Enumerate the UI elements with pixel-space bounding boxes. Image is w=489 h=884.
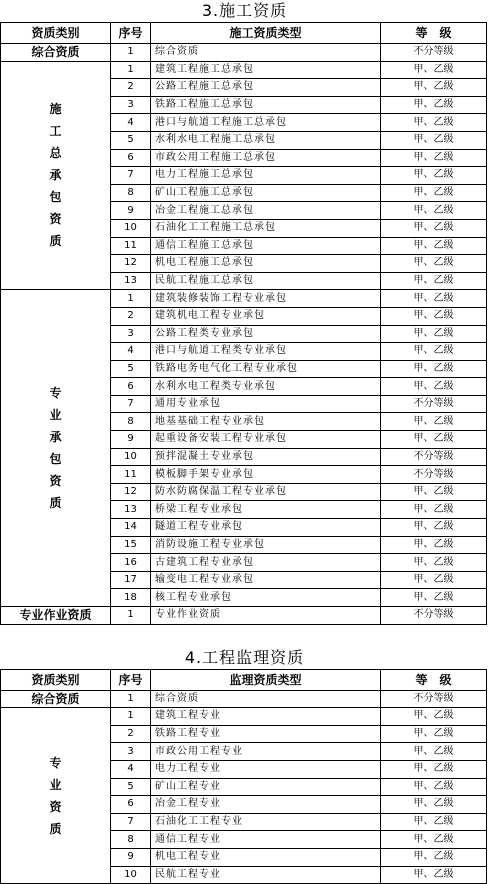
row-no: 6 bbox=[111, 149, 151, 167]
category-char: 质 bbox=[49, 234, 62, 249]
row-level: 甲、乙级 bbox=[381, 378, 487, 396]
row-no: 8 bbox=[111, 184, 151, 202]
row-type: 水利水电工程类专业承包 bbox=[151, 378, 381, 396]
category-char: 工 bbox=[49, 124, 62, 139]
row-type: 机电工程施工总承包 bbox=[151, 255, 381, 273]
row-level: 甲、乙级 bbox=[381, 831, 487, 849]
category-char: 质 bbox=[49, 821, 62, 836]
row-level: 甲、乙级 bbox=[381, 760, 487, 778]
row-type: 桥梁工程专业承包 bbox=[151, 501, 381, 519]
row-type: 铁路工程专业 bbox=[151, 725, 381, 743]
row-no: 6 bbox=[111, 378, 151, 396]
row-type: 港口与航道工程类专业承包 bbox=[151, 343, 381, 361]
row-no: 12 bbox=[111, 255, 151, 273]
row-level: 甲、乙级 bbox=[381, 290, 487, 308]
category-char: 施 bbox=[49, 102, 62, 117]
row-no: 1 bbox=[111, 44, 151, 62]
category-char: 包 bbox=[49, 452, 62, 467]
category-char: 承 bbox=[49, 168, 62, 183]
table-row bbox=[1, 290, 487, 308]
row-level: 甲、乙级 bbox=[381, 61, 487, 79]
row-level: 甲、乙级 bbox=[381, 325, 487, 343]
header-level: 等 级 bbox=[381, 23, 487, 44]
row-level: 甲、乙级 bbox=[381, 255, 487, 273]
row-level: 不分等级 bbox=[381, 448, 487, 466]
construction-qualification-table bbox=[0, 22, 487, 625]
header-no: 序号 bbox=[111, 669, 151, 690]
row-level: 甲、乙级 bbox=[381, 554, 487, 572]
row-type: 公路工程类专业承包 bbox=[151, 325, 381, 343]
table-row bbox=[1, 44, 487, 62]
row-no: 4 bbox=[111, 760, 151, 778]
row-level: 甲、乙级 bbox=[381, 708, 487, 726]
category-vertical-label bbox=[49, 382, 63, 514]
row-no: 3 bbox=[111, 96, 151, 114]
row-no: 6 bbox=[111, 796, 151, 814]
row-level: 甲、乙级 bbox=[381, 536, 487, 554]
row-level: 甲、乙级 bbox=[381, 167, 487, 185]
row-type: 起重设备安装工程专业承包 bbox=[151, 431, 381, 449]
table-row bbox=[1, 607, 487, 625]
row-level: 甲、乙级 bbox=[381, 589, 487, 607]
row-level: 不分等级 bbox=[381, 690, 487, 708]
row-no: 11 bbox=[111, 237, 151, 255]
category-vertical-label bbox=[49, 752, 63, 840]
supervision-qualification-table bbox=[0, 669, 487, 884]
row-type: 隧道工程专业承包 bbox=[151, 519, 381, 537]
category-char: 资 bbox=[49, 799, 62, 814]
row-type: 电力工程施工总承包 bbox=[151, 167, 381, 185]
row-no: 7 bbox=[111, 813, 151, 831]
row-type: 专业作业资质 bbox=[151, 607, 381, 625]
row-no: 2 bbox=[111, 725, 151, 743]
row-type: 民航工程专业 bbox=[151, 866, 381, 884]
row-type: 市政公用工程专业 bbox=[151, 743, 381, 761]
row-type: 冶金工程施工总承包 bbox=[151, 202, 381, 220]
category-cell: 综合资质 bbox=[1, 690, 111, 708]
row-level: 甲、乙级 bbox=[381, 149, 487, 167]
category-char: 质 bbox=[49, 496, 62, 511]
category-vertical-label bbox=[49, 98, 63, 252]
category-char: 专 bbox=[49, 386, 62, 401]
row-type: 民航工程施工总承包 bbox=[151, 272, 381, 290]
category-char: 资 bbox=[49, 212, 62, 227]
row-no: 16 bbox=[111, 554, 151, 572]
category-char: 承 bbox=[49, 430, 62, 445]
row-level: 甲、乙级 bbox=[381, 501, 487, 519]
row-type: 石油化工工程施工总承包 bbox=[151, 219, 381, 237]
row-no: 1 bbox=[111, 690, 151, 708]
row-no: 7 bbox=[111, 167, 151, 185]
row-type: 消防设施工程专业承包 bbox=[151, 536, 381, 554]
row-no: 1 bbox=[111, 290, 151, 308]
row-level: 甲、乙级 bbox=[381, 272, 487, 290]
row-no: 4 bbox=[111, 114, 151, 132]
row-level: 甲、乙级 bbox=[381, 866, 487, 884]
row-type: 石油化工工程专业 bbox=[151, 813, 381, 831]
row-no: 11 bbox=[111, 466, 151, 484]
row-type: 通用专业承包 bbox=[151, 395, 381, 413]
row-level: 甲、乙级 bbox=[381, 813, 487, 831]
row-level: 甲、乙级 bbox=[381, 413, 487, 431]
row-type: 水利水电工程施工总承包 bbox=[151, 131, 381, 149]
category-char: 包 bbox=[49, 190, 62, 205]
row-level: 甲、乙级 bbox=[381, 743, 487, 761]
row-no: 7 bbox=[111, 395, 151, 413]
row-level: 不分等级 bbox=[381, 607, 487, 625]
row-level: 甲、乙级 bbox=[381, 848, 487, 866]
category-cell bbox=[1, 290, 111, 607]
row-type: 铁路工程施工总承包 bbox=[151, 96, 381, 114]
section3-title: 3.施工资质 bbox=[201, 1, 288, 20]
category-char: 专 bbox=[49, 755, 62, 770]
row-level: 甲、乙级 bbox=[381, 519, 487, 537]
row-no: 13 bbox=[111, 272, 151, 290]
row-level: 甲、乙级 bbox=[381, 114, 487, 132]
row-level: 不分等级 bbox=[381, 44, 487, 62]
header-category: 资质类别 bbox=[1, 669, 111, 690]
row-level: 甲、乙级 bbox=[381, 237, 487, 255]
row-type: 建筑机电工程专业承包 bbox=[151, 307, 381, 325]
row-no: 5 bbox=[111, 778, 151, 796]
table-row bbox=[1, 61, 487, 79]
row-level: 不分等级 bbox=[381, 395, 487, 413]
row-type: 矿山工程施工总承包 bbox=[151, 184, 381, 202]
row-type: 综合资质 bbox=[151, 44, 381, 62]
row-no: 10 bbox=[111, 219, 151, 237]
row-type: 铁路电务电气化工程专业承包 bbox=[151, 360, 381, 378]
row-type: 市政公用工程施工总承包 bbox=[151, 149, 381, 167]
row-no: 1 bbox=[111, 607, 151, 625]
category-char: 资 bbox=[49, 474, 62, 489]
row-type: 电力工程专业 bbox=[151, 760, 381, 778]
header-no: 序号 bbox=[111, 23, 151, 44]
row-level: 甲、乙级 bbox=[381, 725, 487, 743]
row-level: 甲、乙级 bbox=[381, 219, 487, 237]
row-type: 冶金工程专业 bbox=[151, 796, 381, 814]
row-type: 地基基础工程专业承包 bbox=[151, 413, 381, 431]
row-no: 3 bbox=[111, 743, 151, 761]
row-no: 9 bbox=[111, 202, 151, 220]
row-no: 1 bbox=[111, 61, 151, 79]
header-row bbox=[1, 669, 487, 690]
row-no: 5 bbox=[111, 360, 151, 378]
row-type: 防水防腐保温工程专业承包 bbox=[151, 483, 381, 501]
row-no: 10 bbox=[111, 448, 151, 466]
row-type: 模板脚手架专业承包 bbox=[151, 466, 381, 484]
category-char: 业 bbox=[49, 408, 62, 423]
row-type: 综合资质 bbox=[151, 690, 381, 708]
row-type: 矿山工程专业 bbox=[151, 778, 381, 796]
row-no: 9 bbox=[111, 431, 151, 449]
row-level: 甲、乙级 bbox=[381, 202, 487, 220]
row-type: 公路工程施工总承包 bbox=[151, 79, 381, 97]
row-no: 10 bbox=[111, 866, 151, 884]
row-type: 机电工程专业 bbox=[151, 848, 381, 866]
row-level: 甲、乙级 bbox=[381, 343, 487, 361]
header-row bbox=[1, 23, 487, 44]
row-type: 古建筑工程专业承包 bbox=[151, 554, 381, 572]
row-no: 5 bbox=[111, 131, 151, 149]
category-cell bbox=[1, 61, 111, 290]
row-level: 甲、乙级 bbox=[381, 571, 487, 589]
row-no: 14 bbox=[111, 519, 151, 537]
category-char: 业 bbox=[49, 777, 62, 792]
category-cell bbox=[1, 708, 111, 884]
row-level: 甲、乙级 bbox=[381, 360, 487, 378]
row-level: 甲、乙级 bbox=[381, 79, 487, 97]
row-type: 建筑装修装饰工程专业承包 bbox=[151, 290, 381, 308]
category-cell: 专业作业资质 bbox=[1, 607, 111, 625]
row-level: 甲、乙级 bbox=[381, 483, 487, 501]
table-row bbox=[1, 690, 487, 708]
table-row bbox=[1, 708, 487, 726]
row-no: 9 bbox=[111, 848, 151, 866]
row-level: 不分等级 bbox=[381, 466, 487, 484]
row-type: 建筑工程施工总承包 bbox=[151, 61, 381, 79]
row-level: 甲、乙级 bbox=[381, 307, 487, 325]
row-no: 13 bbox=[111, 501, 151, 519]
row-no: 2 bbox=[111, 307, 151, 325]
row-no: 12 bbox=[111, 483, 151, 501]
row-no: 8 bbox=[111, 831, 151, 849]
row-type: 通信工程专业 bbox=[151, 831, 381, 849]
row-no: 4 bbox=[111, 343, 151, 361]
header-type: 施工资质类型 bbox=[151, 23, 381, 44]
header-type: 监理资质类型 bbox=[151, 669, 381, 690]
row-type: 港口与航道工程施工总承包 bbox=[151, 114, 381, 132]
header-category: 资质类别 bbox=[1, 23, 111, 44]
row-type: 预拌混凝土专业承包 bbox=[151, 448, 381, 466]
row-no: 1 bbox=[111, 708, 151, 726]
row-level: 甲、乙级 bbox=[381, 96, 487, 114]
row-type: 建筑工程专业 bbox=[151, 708, 381, 726]
row-type: 通信工程施工总承包 bbox=[151, 237, 381, 255]
row-level: 甲、乙级 bbox=[381, 778, 487, 796]
row-no: 17 bbox=[111, 571, 151, 589]
section4-title: 4.工程监理资质 bbox=[184, 647, 305, 667]
row-level: 甲、乙级 bbox=[381, 431, 487, 449]
row-level: 甲、乙级 bbox=[381, 184, 487, 202]
row-no: 18 bbox=[111, 589, 151, 607]
row-no: 15 bbox=[111, 536, 151, 554]
row-level: 甲、乙级 bbox=[381, 131, 487, 149]
category-cell: 综合资质 bbox=[1, 44, 111, 62]
row-no: 3 bbox=[111, 325, 151, 343]
category-char: 总 bbox=[49, 146, 62, 161]
row-type: 输变电工程专业承包 bbox=[151, 571, 381, 589]
header-level: 等 级 bbox=[381, 669, 487, 690]
row-no: 2 bbox=[111, 79, 151, 97]
row-no: 8 bbox=[111, 413, 151, 431]
row-type: 核工程专业承包 bbox=[151, 589, 381, 607]
row-level: 甲、乙级 bbox=[381, 796, 487, 814]
